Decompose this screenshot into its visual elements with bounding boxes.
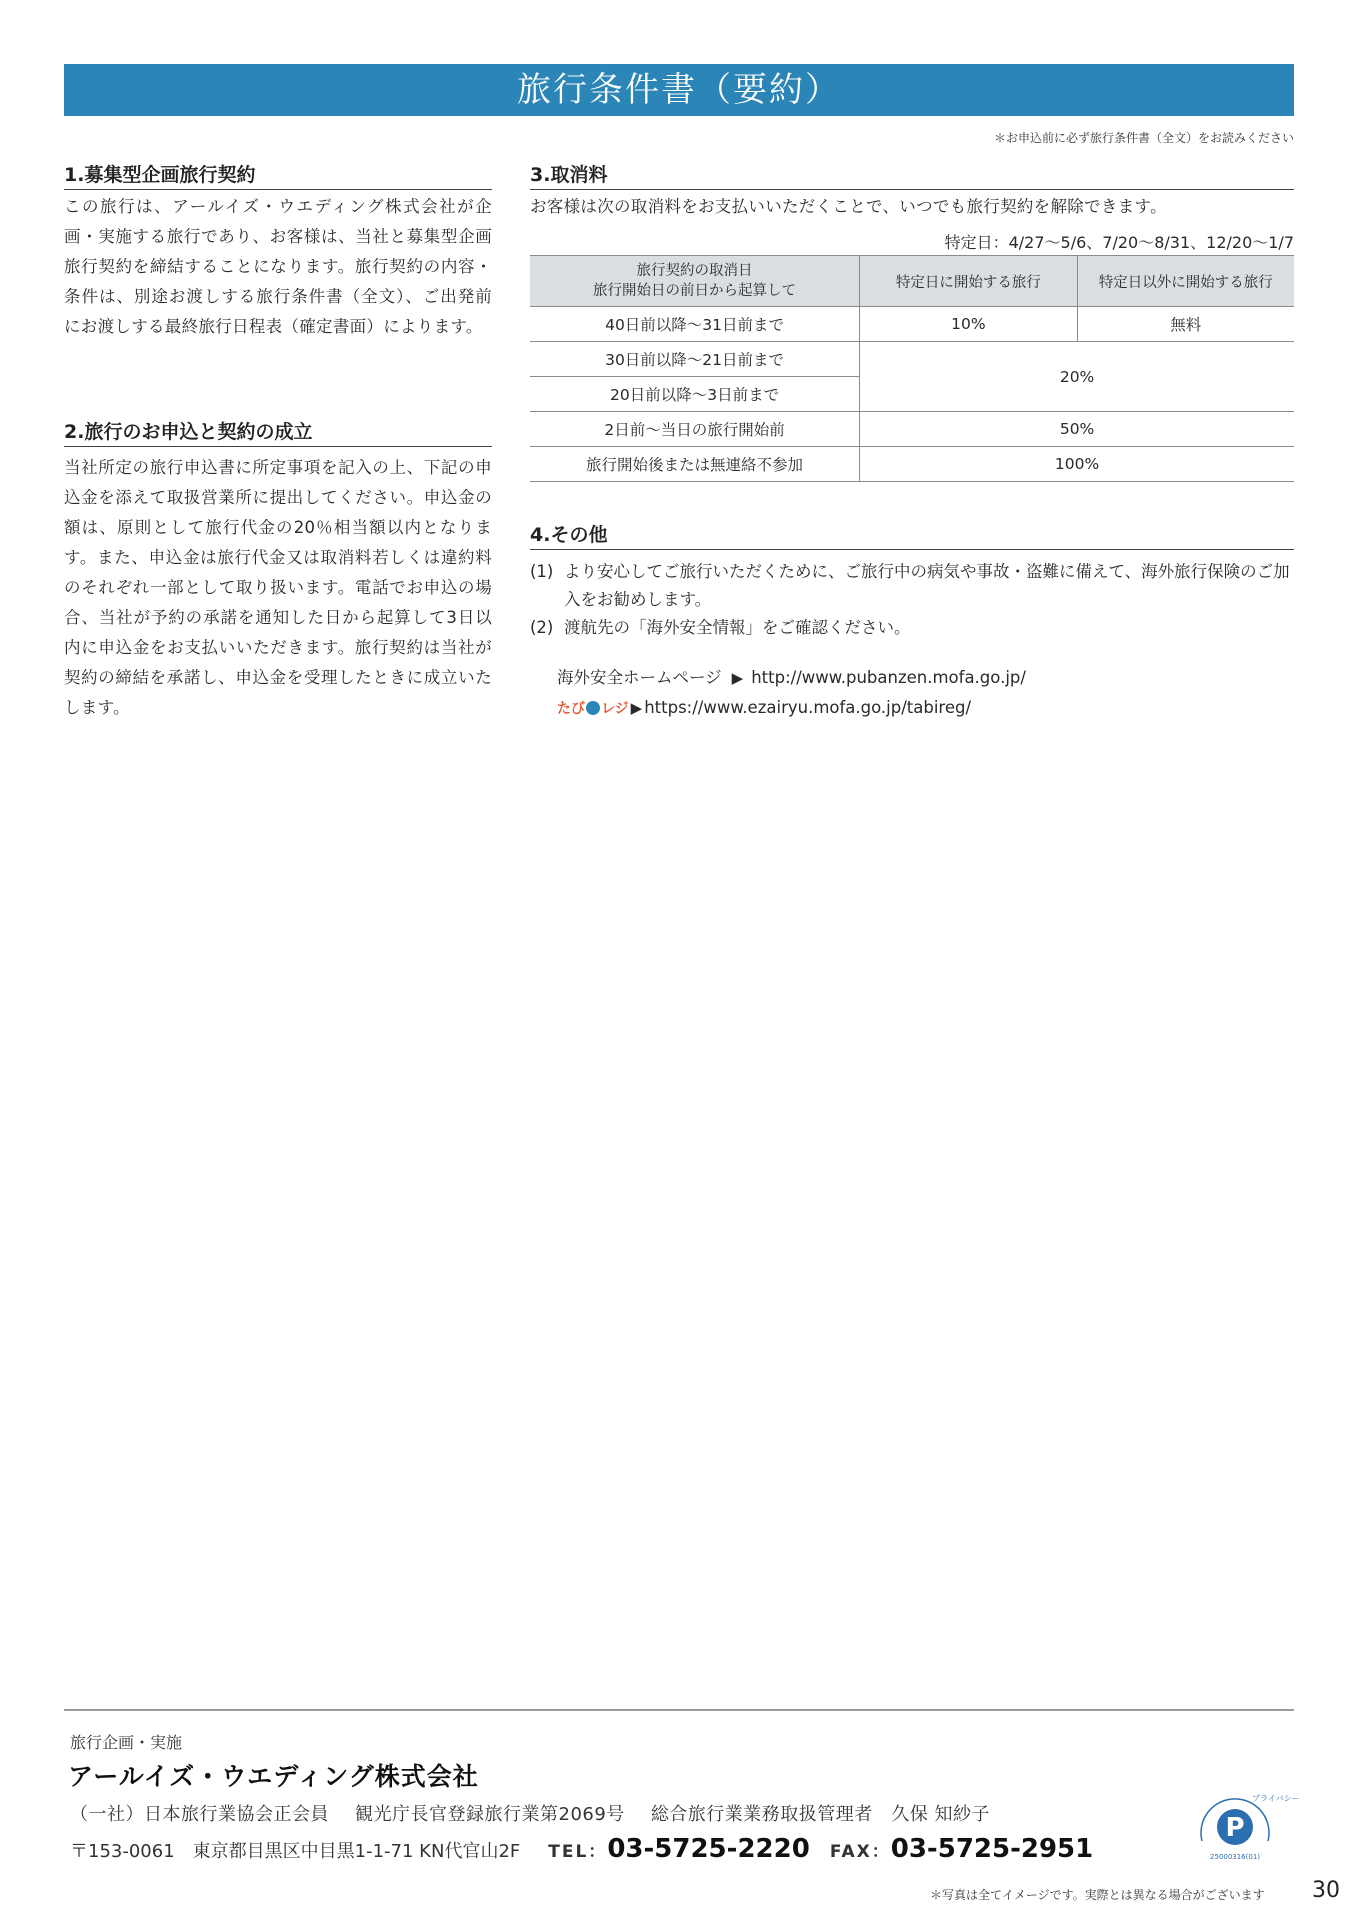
list-item-number: (1) (530, 562, 554, 581)
triangle-right-icon: ▶ (630, 699, 643, 717)
table-cell-period: 2日前〜当日の旅行開始前 (530, 412, 860, 447)
membership: （一社）日本旅行業協会正会員 (70, 1804, 329, 1825)
globe-icon (586, 701, 600, 715)
tabireg-link-row (557, 693, 1026, 724)
list-item (530, 614, 1294, 642)
page-number: 30 (1312, 1878, 1340, 1903)
table-header-period-line1: 旅行契約の取消日 (636, 263, 753, 279)
table-cell-fee: 100% (860, 447, 1294, 482)
fax-label: FAX： (829, 1842, 891, 1862)
section-2-body: 当社所定の旅行申込書に所定事項を記入の上、下記の申込金を添えて取扱営業所に提出してください。申込金の額は、原則として旅行代金の20％相当額以内となります。また、申込金は旅行代金又は取消料若しくは違約料のそれぞれ一部として取り扱います。電話でお申込の場合、当社が予約の承諾を通知した日から起算して3日以内に申込金をお支払いいただきます。旅行契約は当社が契約の締結を承諾し、申込金を受理したときに成立いたします。 (64, 458, 492, 717)
page-title-bar (64, 64, 1294, 116)
table-cell-fee: 50% (860, 412, 1294, 447)
table-row (530, 342, 1294, 377)
header-note: ＊お申込前に必ず旅行条件書（全文）をお読みください (993, 131, 1294, 145)
cancellation-fee-table (530, 255, 1294, 482)
tabireg-logo-right: レジ (601, 701, 629, 717)
table-row (530, 412, 1294, 447)
tabireg-url[interactable]: https://www.ezairyu.mofa.go.jp/tabireg/ (644, 698, 972, 717)
section-1-title: 1.募集型企画旅行契約 (64, 164, 492, 190)
table-header-period (530, 256, 860, 307)
section-3-title: 3.取消料 (530, 164, 1294, 190)
anzen-url[interactable]: http://www.pubanzen.mofa.go.jp/ (751, 668, 1026, 687)
footer-label: 旅行企画・実施 (70, 1733, 183, 1752)
list-item-text: より安心してご旅行いただくために、ご旅行中の病気や事故・盗難に備えて、海外旅行保険のご加入をお勧めします。 (564, 562, 1290, 609)
privacy-mark-text: プライバシー (1252, 1794, 1300, 1803)
address: 〒153-0061 東京都目黒区中目黒1-1-71 KN代官山2F (70, 1841, 521, 1862)
table-cell-special: 10% (860, 307, 1077, 342)
table-header-special: 特定日に開始する旅行 (860, 256, 1077, 307)
table-cell-fee: 20% (860, 342, 1294, 412)
company-name: アールイズ・ウエディング株式会社 (68, 1762, 479, 1791)
page-title: 旅行条件書（要約） (517, 70, 841, 110)
anzen-link-row (557, 663, 1026, 693)
tel-label: TEL： (548, 1842, 608, 1862)
safety-links (557, 663, 1026, 724)
table-cell-other: 無料 (1077, 307, 1294, 342)
manager: 総合旅行業業務取扱管理者 久保 知紗子 (650, 1804, 991, 1825)
section-1-body: この旅行は、アールイズ・ウエディング株式会社が企画・実施する旅行であり、お客様は、当社と募集型企画旅行契約を締結することになります。旅行契約の内容・条件は、別途お渡しする旅行条件書（全文）、ご出発前にお渡しする最終旅行日程表（確定書面）によります。 (64, 197, 492, 336)
tabireg-logo (557, 701, 629, 717)
table-row (530, 447, 1294, 482)
anzen-label: 海外安全ホームページ (557, 668, 722, 687)
table-cell-period: 20日前以降〜3日前まで (530, 377, 860, 412)
list-item-number: (2) (530, 618, 554, 637)
privacy-mark-logo (1194, 1787, 1300, 1863)
table-header-row (530, 256, 1294, 307)
special-dates: 特定日：4/27〜5/6、7/20〜8/31、12/20〜1/7 (944, 233, 1294, 252)
table-row (530, 307, 1294, 342)
other-list (530, 558, 1294, 642)
table-header-other: 特定日以外に開始する旅行 (1077, 256, 1294, 307)
section-3-intro: お客様は次の取消料をお支払いいただくことで、いつでも旅行契約を解除できます。 (530, 197, 1167, 216)
footer-divider (64, 1709, 1294, 1711)
tel-number: 03-5725-2220 (607, 1834, 810, 1864)
section-2-title: 2.旅行のお申込と契約の成立 (64, 421, 492, 447)
triangle-right-icon: ▶ (731, 669, 744, 687)
section-4-title: 4.その他 (530, 524, 1294, 550)
table-cell-period: 旅行開始後または無連絡不参加 (530, 447, 860, 482)
table-cell-period: 40日前以降〜31日前まで (530, 307, 860, 342)
registration: 観光庁長官登録旅行業第2069号 (355, 1804, 625, 1825)
footer-note: ＊写真は全てイメージです。実際とは異なる場合がございます (930, 1888, 1265, 1902)
svg-text:P: P (1225, 1813, 1245, 1843)
list-item (530, 558, 1294, 614)
membership-line (70, 1800, 1016, 1826)
fax-number: 03-5725-2951 (890, 1834, 1094, 1864)
list-item-text: 渡航先の「海外安全情報」をご確認ください。 (564, 618, 911, 637)
table-cell-period: 30日前以降〜21日前まで (530, 342, 860, 377)
privacy-mark-number: 25000316(01) (1210, 1853, 1260, 1861)
contact-line (70, 1834, 1113, 1864)
tabireg-logo-left: たび (557, 701, 585, 717)
table-header-period-line2: 旅行開始日の前日から起算して (593, 283, 797, 299)
